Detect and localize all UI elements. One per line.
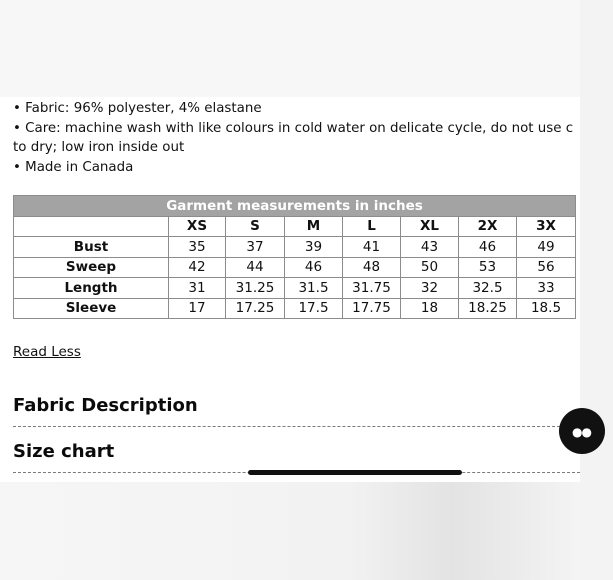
table-cell: 18.25 xyxy=(459,298,517,319)
table-title: Garment measurements in inches xyxy=(14,196,576,217)
row-label: Bust xyxy=(14,237,169,258)
table-cell: 17.25 xyxy=(226,298,285,319)
origin-bullet: • Made in Canada xyxy=(13,159,134,175)
table-cell: 31.5 xyxy=(285,278,343,299)
table-row xyxy=(14,278,576,299)
size-header: S xyxy=(226,216,285,237)
table-cell: 17.5 xyxy=(285,298,343,319)
chat-bubble-icon: ●● xyxy=(572,425,591,439)
table-cell: 32 xyxy=(401,278,459,299)
chat-button[interactable] xyxy=(559,408,605,454)
table-cell: 43 xyxy=(401,237,459,258)
table-cell: 31.25 xyxy=(226,278,285,299)
product-description-panel xyxy=(0,97,591,482)
size-header: L xyxy=(343,216,401,237)
table-cell: 32.5 xyxy=(459,278,517,299)
table-cell: 35 xyxy=(169,237,226,258)
size-header: 3X xyxy=(517,216,576,237)
table-cell: 31 xyxy=(169,278,226,299)
section-divider xyxy=(13,426,580,427)
product-details-list xyxy=(13,99,613,177)
size-header: XL xyxy=(401,216,459,237)
size-chart-heading[interactable]: Size chart xyxy=(13,441,115,462)
table-cell: 46 xyxy=(285,257,343,278)
table-cell: 41 xyxy=(343,237,401,258)
table-cell: 48 xyxy=(343,257,401,278)
fabric-description-heading[interactable]: Fabric Description xyxy=(13,395,198,416)
size-header-empty xyxy=(14,216,169,237)
row-label: Sweep xyxy=(14,257,169,278)
table-row xyxy=(14,237,576,258)
fabric-bullet: • Fabric: 96% polyester, 4% elastane xyxy=(13,101,262,116)
size-header: XS xyxy=(169,216,226,237)
care-bullet-continued: to dry; low iron inside out xyxy=(13,140,185,156)
row-label: Sleeve xyxy=(14,298,169,319)
horizontal-scrollbar[interactable] xyxy=(248,470,462,475)
table-cell: 31.75 xyxy=(343,278,401,299)
table-cell: 37 xyxy=(226,237,285,258)
size-header: M xyxy=(285,216,343,237)
read-less-link[interactable]: Read Less xyxy=(13,344,81,360)
bottom-blank-area xyxy=(0,482,580,580)
table-cell: 49 xyxy=(517,237,576,258)
care-bullet: • Care: machine wash with like colours in cold water on delicate cycle, do not use c xyxy=(13,120,574,136)
table-cell: 18 xyxy=(401,298,459,319)
table-cell: 46 xyxy=(459,237,517,258)
table-cell: 42 xyxy=(169,257,226,278)
table-cell: 18.5 xyxy=(517,298,576,319)
table-cell: 50 xyxy=(401,257,459,278)
measurements-table xyxy=(13,195,576,319)
table-cell: 53 xyxy=(459,257,517,278)
table-cell: 17.75 xyxy=(343,298,401,319)
row-label: Length xyxy=(14,278,169,299)
table-cell: 44 xyxy=(226,257,285,278)
table-cell: 56 xyxy=(517,257,576,278)
table-row xyxy=(14,298,576,319)
table-row xyxy=(14,257,576,278)
top-blank-area xyxy=(0,0,580,97)
table-cell: 17 xyxy=(169,298,226,319)
table-cell: 33 xyxy=(517,278,576,299)
size-header: 2X xyxy=(459,216,517,237)
table-cell: 39 xyxy=(285,237,343,258)
